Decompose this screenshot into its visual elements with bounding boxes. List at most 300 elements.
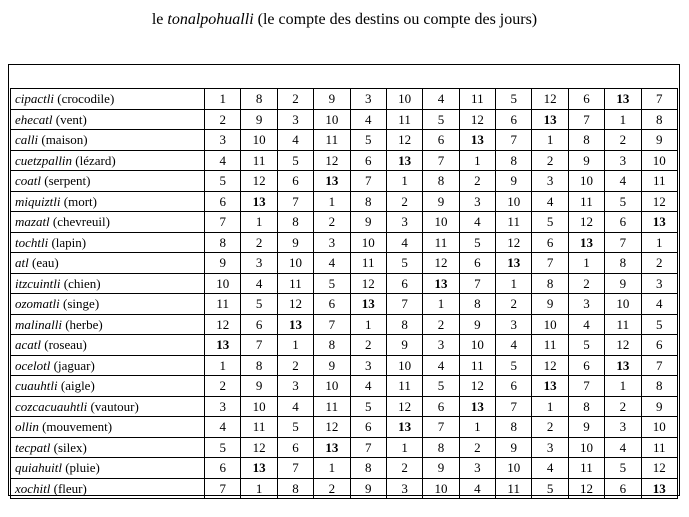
number-cell: 8 <box>423 437 459 458</box>
number-cell: 6 <box>532 232 568 253</box>
number-cell: 11 <box>496 212 532 233</box>
number-cell: 1 <box>496 273 532 294</box>
number-cell: 3 <box>568 294 604 315</box>
number-cell: 1 <box>459 150 495 171</box>
french-name: (serpent) <box>44 173 91 189</box>
number-cell: 5 <box>532 212 568 233</box>
number-cell: 8 <box>350 458 386 479</box>
number-cell: 4 <box>568 314 604 335</box>
number-cell: 4 <box>641 294 678 315</box>
number-cell: 5 <box>423 109 459 130</box>
number-cell: 11 <box>350 253 386 274</box>
number-cell: 10 <box>423 478 459 499</box>
number-cell: 8 <box>605 253 641 274</box>
number-cell: 10 <box>314 376 350 397</box>
number-cell: 3 <box>605 417 641 438</box>
number-cell: 4 <box>459 478 495 499</box>
day-sign-cell <box>11 314 205 335</box>
number-cell: 2 <box>459 437 495 458</box>
number-cell: 2 <box>532 417 568 438</box>
tonalpohualli-table <box>10 88 678 499</box>
nahuatl-name: quiahuitl <box>15 460 62 476</box>
number-cell: 13 <box>532 376 568 397</box>
number-cell: 13 <box>314 171 350 192</box>
number-cell: 5 <box>241 294 277 315</box>
number-cell: 12 <box>459 109 495 130</box>
number-cell: 6 <box>314 294 350 315</box>
number-cell: 12 <box>641 458 678 479</box>
number-cell: 7 <box>459 273 495 294</box>
table-row <box>11 396 678 417</box>
table-row <box>11 89 678 110</box>
number-cell: 1 <box>532 130 568 151</box>
day-sign-cell <box>11 458 205 479</box>
table-row <box>11 109 678 130</box>
nahuatl-name: acatl <box>15 337 41 353</box>
number-cell: 9 <box>605 273 641 294</box>
number-cell: 13 <box>386 417 422 438</box>
number-cell: 3 <box>423 335 459 356</box>
number-cell: 10 <box>277 253 313 274</box>
number-cell: 6 <box>641 335 678 356</box>
number-cell: 2 <box>568 273 604 294</box>
number-cell: 7 <box>350 171 386 192</box>
number-cell: 5 <box>568 335 604 356</box>
day-sign-cell <box>11 212 205 233</box>
number-cell: 13 <box>423 273 459 294</box>
number-cell: 4 <box>314 253 350 274</box>
number-cell: 12 <box>532 89 568 110</box>
nahuatl-name: cozcacuauhtli <box>15 398 88 414</box>
number-cell: 4 <box>532 191 568 212</box>
number-cell: 12 <box>568 212 604 233</box>
number-cell: 1 <box>350 314 386 335</box>
number-cell: 6 <box>386 273 422 294</box>
number-cell: 6 <box>605 212 641 233</box>
number-cell: 8 <box>314 335 350 356</box>
french-name: (chevreuil) <box>52 214 110 230</box>
nahuatl-name: tecpatl <box>15 439 51 455</box>
table-row <box>11 232 678 253</box>
table-row <box>11 191 678 212</box>
number-cell: 7 <box>277 458 313 479</box>
number-cell: 9 <box>423 458 459 479</box>
number-cell: 11 <box>641 437 678 458</box>
number-cell: 7 <box>496 396 532 417</box>
number-cell: 4 <box>241 273 277 294</box>
number-cell: 13 <box>314 437 350 458</box>
number-cell: 6 <box>423 130 459 151</box>
number-cell: 1 <box>241 478 277 499</box>
number-cell: 5 <box>277 417 313 438</box>
number-cell: 4 <box>277 396 313 417</box>
number-cell: 13 <box>496 253 532 274</box>
day-sign-cell <box>11 171 205 192</box>
number-cell: 5 <box>641 314 678 335</box>
day-sign-cell <box>11 109 205 130</box>
number-cell: 10 <box>314 109 350 130</box>
number-cell: 10 <box>641 150 678 171</box>
number-cell: 2 <box>496 294 532 315</box>
number-cell: 12 <box>386 130 422 151</box>
table-row <box>11 294 678 315</box>
french-name: (silex) <box>53 439 87 455</box>
number-cell: 8 <box>423 171 459 192</box>
number-cell: 7 <box>568 376 604 397</box>
french-name: (herbe) <box>65 316 103 332</box>
number-cell: 11 <box>386 109 422 130</box>
day-sign-cell <box>11 437 205 458</box>
number-cell: 7 <box>641 355 678 376</box>
number-cell: 7 <box>314 314 350 335</box>
number-cell: 11 <box>241 417 277 438</box>
day-sign-cell <box>11 253 205 274</box>
day-sign-cell <box>11 273 205 294</box>
day-sign-cell <box>11 376 205 397</box>
number-cell: 6 <box>277 171 313 192</box>
number-cell: 11 <box>532 335 568 356</box>
number-cell: 1 <box>423 294 459 315</box>
number-cell: 13 <box>459 130 495 151</box>
number-cell: 4 <box>605 437 641 458</box>
table-row <box>11 130 678 151</box>
number-cell: 2 <box>241 232 277 253</box>
number-cell: 2 <box>314 478 350 499</box>
number-cell: 8 <box>277 478 313 499</box>
number-cell: 11 <box>423 232 459 253</box>
number-cell: 2 <box>423 314 459 335</box>
day-sign-cell <box>11 355 205 376</box>
number-cell: 9 <box>314 355 350 376</box>
number-cell: 11 <box>277 273 313 294</box>
number-cell: 10 <box>205 273 241 294</box>
number-cell: 1 <box>314 458 350 479</box>
number-cell: 8 <box>350 191 386 212</box>
table-row <box>11 478 678 499</box>
french-name: (fleur) <box>53 480 87 496</box>
number-cell: 12 <box>532 355 568 376</box>
number-cell: 12 <box>277 294 313 315</box>
number-cell: 3 <box>314 232 350 253</box>
number-cell: 5 <box>605 191 641 212</box>
number-cell: 6 <box>496 376 532 397</box>
day-sign-cell <box>11 150 205 171</box>
number-cell: 11 <box>314 396 350 417</box>
number-cell: 12 <box>386 396 422 417</box>
number-cell: 3 <box>350 355 386 376</box>
number-cell: 9 <box>496 171 532 192</box>
nahuatl-name: ollin <box>15 419 39 435</box>
number-cell: 10 <box>532 314 568 335</box>
number-cell: 7 <box>605 232 641 253</box>
number-cell: 3 <box>496 314 532 335</box>
number-cell: 3 <box>532 437 568 458</box>
number-cell: 13 <box>241 458 277 479</box>
french-name: (singe) <box>63 296 100 312</box>
number-cell: 11 <box>459 89 495 110</box>
number-cell: 3 <box>386 212 422 233</box>
number-cell: 9 <box>314 89 350 110</box>
french-name: (roseau) <box>44 337 87 353</box>
number-cell: 7 <box>532 253 568 274</box>
day-sign-cell <box>11 232 205 253</box>
number-cell: 2 <box>532 150 568 171</box>
nahuatl-name: itzcuintli <box>15 275 61 291</box>
number-cell: 1 <box>314 191 350 212</box>
number-cell: 2 <box>314 212 350 233</box>
number-cell: 9 <box>350 478 386 499</box>
number-cell: 7 <box>568 109 604 130</box>
number-cell: 10 <box>241 130 277 151</box>
table-row <box>11 150 678 171</box>
number-cell: 13 <box>605 355 641 376</box>
table-row <box>11 314 678 335</box>
number-cell: 9 <box>496 437 532 458</box>
number-cell: 1 <box>532 396 568 417</box>
french-name: (vautour) <box>90 398 139 414</box>
number-cell: 9 <box>241 376 277 397</box>
number-cell: 4 <box>532 458 568 479</box>
table-row <box>11 273 678 294</box>
number-cell: 11 <box>459 355 495 376</box>
number-cell: 3 <box>241 253 277 274</box>
number-cell: 1 <box>241 212 277 233</box>
number-cell: 5 <box>496 89 532 110</box>
table-row <box>11 458 678 479</box>
day-sign-cell <box>11 396 205 417</box>
number-cell: 6 <box>423 396 459 417</box>
number-cell: 5 <box>423 376 459 397</box>
number-cell: 10 <box>496 458 532 479</box>
number-cell: 7 <box>423 150 459 171</box>
number-cell: 5 <box>350 396 386 417</box>
number-cell: 8 <box>241 355 277 376</box>
french-name: (jaguar) <box>53 357 95 373</box>
number-cell: 11 <box>386 376 422 397</box>
number-cell: 1 <box>205 89 241 110</box>
number-cell: 9 <box>386 335 422 356</box>
number-cell: 6 <box>277 437 313 458</box>
number-cell: 2 <box>277 355 313 376</box>
number-cell: 5 <box>459 232 495 253</box>
number-cell: 2 <box>386 191 422 212</box>
number-cell: 8 <box>241 89 277 110</box>
number-cell: 1 <box>386 437 422 458</box>
number-cell: 8 <box>568 130 604 151</box>
number-cell: 4 <box>350 376 386 397</box>
number-cell: 3 <box>532 171 568 192</box>
number-cell: 8 <box>459 294 495 315</box>
number-cell: 1 <box>277 335 313 356</box>
number-cell: 10 <box>641 417 678 438</box>
number-cell: 10 <box>386 355 422 376</box>
number-cell: 1 <box>605 376 641 397</box>
number-cell: 8 <box>277 212 313 233</box>
nahuatl-name: mazatl <box>15 214 50 230</box>
french-name: (lézard) <box>75 152 116 168</box>
number-cell: 10 <box>350 232 386 253</box>
number-cell: 6 <box>568 355 604 376</box>
number-cell: 4 <box>605 171 641 192</box>
number-cell: 11 <box>568 458 604 479</box>
number-cell: 11 <box>605 314 641 335</box>
number-cell: 7 <box>496 130 532 151</box>
number-cell: 6 <box>459 253 495 274</box>
number-cell: 11 <box>641 171 678 192</box>
number-cell: 9 <box>205 253 241 274</box>
table-row <box>11 355 678 376</box>
number-cell: 10 <box>496 191 532 212</box>
day-sign-cell <box>11 89 205 110</box>
french-name: (lapin) <box>51 234 87 250</box>
table-row <box>11 335 678 356</box>
number-cell: 7 <box>205 212 241 233</box>
number-cell: 1 <box>459 417 495 438</box>
number-cell: 10 <box>568 171 604 192</box>
number-cell: 10 <box>459 335 495 356</box>
number-cell: 7 <box>241 335 277 356</box>
number-cell: 6 <box>241 314 277 335</box>
french-name: (eau) <box>31 255 59 271</box>
number-cell: 12 <box>459 376 495 397</box>
number-cell: 3 <box>205 396 241 417</box>
title-suffix: (le compte des destins ou compte des jours) <box>253 11 538 28</box>
nahuatl-name: malinalli <box>15 316 62 332</box>
nahuatl-name: ozomatli <box>15 296 60 312</box>
nahuatl-name: cuetzpallin <box>15 152 73 168</box>
number-cell: 9 <box>641 130 678 151</box>
number-cell: 5 <box>350 130 386 151</box>
day-sign-cell <box>11 417 205 438</box>
number-cell: 8 <box>568 396 604 417</box>
number-cell: 9 <box>350 212 386 233</box>
number-cell: 5 <box>605 458 641 479</box>
table-row <box>11 437 678 458</box>
number-cell: 6 <box>350 417 386 438</box>
number-cell: 12 <box>641 191 678 212</box>
number-cell: 12 <box>496 232 532 253</box>
number-cell: 2 <box>205 109 241 130</box>
number-cell: 8 <box>205 232 241 253</box>
number-cell: 2 <box>205 376 241 397</box>
number-cell: 6 <box>496 109 532 130</box>
nahuatl-name: cuauhtli <box>15 378 58 394</box>
number-cell: 2 <box>459 171 495 192</box>
number-cell: 8 <box>641 109 678 130</box>
number-cell: 1 <box>386 171 422 192</box>
number-cell: 2 <box>605 130 641 151</box>
number-cell: 3 <box>350 89 386 110</box>
number-cell: 3 <box>641 273 678 294</box>
number-cell: 13 <box>532 109 568 130</box>
table-row <box>11 171 678 192</box>
number-cell: 13 <box>350 294 386 315</box>
number-cell: 4 <box>496 335 532 356</box>
number-cell: 6 <box>568 89 604 110</box>
number-cell: 7 <box>205 478 241 499</box>
nahuatl-name: calli <box>15 132 39 148</box>
table-row <box>11 376 678 397</box>
french-name: (mouvement) <box>42 419 113 435</box>
french-name: (maison) <box>41 132 88 148</box>
title-word: tonalpohualli <box>167 11 254 28</box>
number-cell: 3 <box>277 109 313 130</box>
table-row <box>11 253 678 274</box>
number-cell: 4 <box>277 130 313 151</box>
number-cell: 13 <box>241 191 277 212</box>
day-sign-cell <box>11 335 205 356</box>
number-cell: 5 <box>277 150 313 171</box>
number-cell: 5 <box>496 355 532 376</box>
nahuatl-name: ocelotl <box>15 357 51 373</box>
table-row <box>11 417 678 438</box>
number-cell: 12 <box>241 171 277 192</box>
title-prefix: le <box>151 11 168 28</box>
number-cell: 12 <box>241 437 277 458</box>
number-cell: 9 <box>277 232 313 253</box>
number-cell: 1 <box>641 232 678 253</box>
day-sign-cell <box>11 191 205 212</box>
day-sign-cell <box>11 294 205 315</box>
number-cell: 3 <box>205 130 241 151</box>
number-cell: 13 <box>386 150 422 171</box>
number-cell: 9 <box>568 417 604 438</box>
nahuatl-name: atl <box>15 255 29 271</box>
number-cell: 5 <box>532 478 568 499</box>
number-cell: 5 <box>205 171 241 192</box>
nahuatl-name: coatl <box>15 173 41 189</box>
number-cell: 9 <box>532 294 568 315</box>
number-cell: 12 <box>350 273 386 294</box>
number-cell: 13 <box>277 314 313 335</box>
number-cell: 9 <box>459 314 495 335</box>
number-cell: 4 <box>423 355 459 376</box>
number-cell: 5 <box>386 253 422 274</box>
number-cell: 1 <box>205 355 241 376</box>
nahuatl-name: ehecatl <box>15 111 53 127</box>
number-cell: 5 <box>205 437 241 458</box>
number-cell: 13 <box>205 335 241 356</box>
number-cell: 10 <box>568 437 604 458</box>
number-cell: 12 <box>205 314 241 335</box>
number-cell: 7 <box>386 294 422 315</box>
number-cell: 4 <box>423 89 459 110</box>
number-cell: 1 <box>568 253 604 274</box>
number-cell: 6 <box>605 478 641 499</box>
number-cell: 9 <box>241 109 277 130</box>
french-name: (crocodile) <box>57 91 115 107</box>
number-cell: 3 <box>459 458 495 479</box>
number-cell: 13 <box>641 478 678 499</box>
number-cell: 12 <box>423 253 459 274</box>
nahuatl-name: cipactli <box>15 91 54 107</box>
number-cell: 6 <box>205 458 241 479</box>
number-cell: 3 <box>386 478 422 499</box>
number-cell: 3 <box>605 150 641 171</box>
number-cell: 3 <box>459 191 495 212</box>
number-cell: 4 <box>459 212 495 233</box>
number-cell: 7 <box>277 191 313 212</box>
number-cell: 4 <box>350 109 386 130</box>
nahuatl-name: miquiztli <box>15 193 61 209</box>
number-cell: 1 <box>605 109 641 130</box>
number-cell: 8 <box>496 417 532 438</box>
number-cell: 2 <box>605 396 641 417</box>
day-sign-cell <box>11 130 205 151</box>
number-cell: 4 <box>205 417 241 438</box>
number-cell: 4 <box>205 150 241 171</box>
french-name: (mort) <box>63 193 97 209</box>
